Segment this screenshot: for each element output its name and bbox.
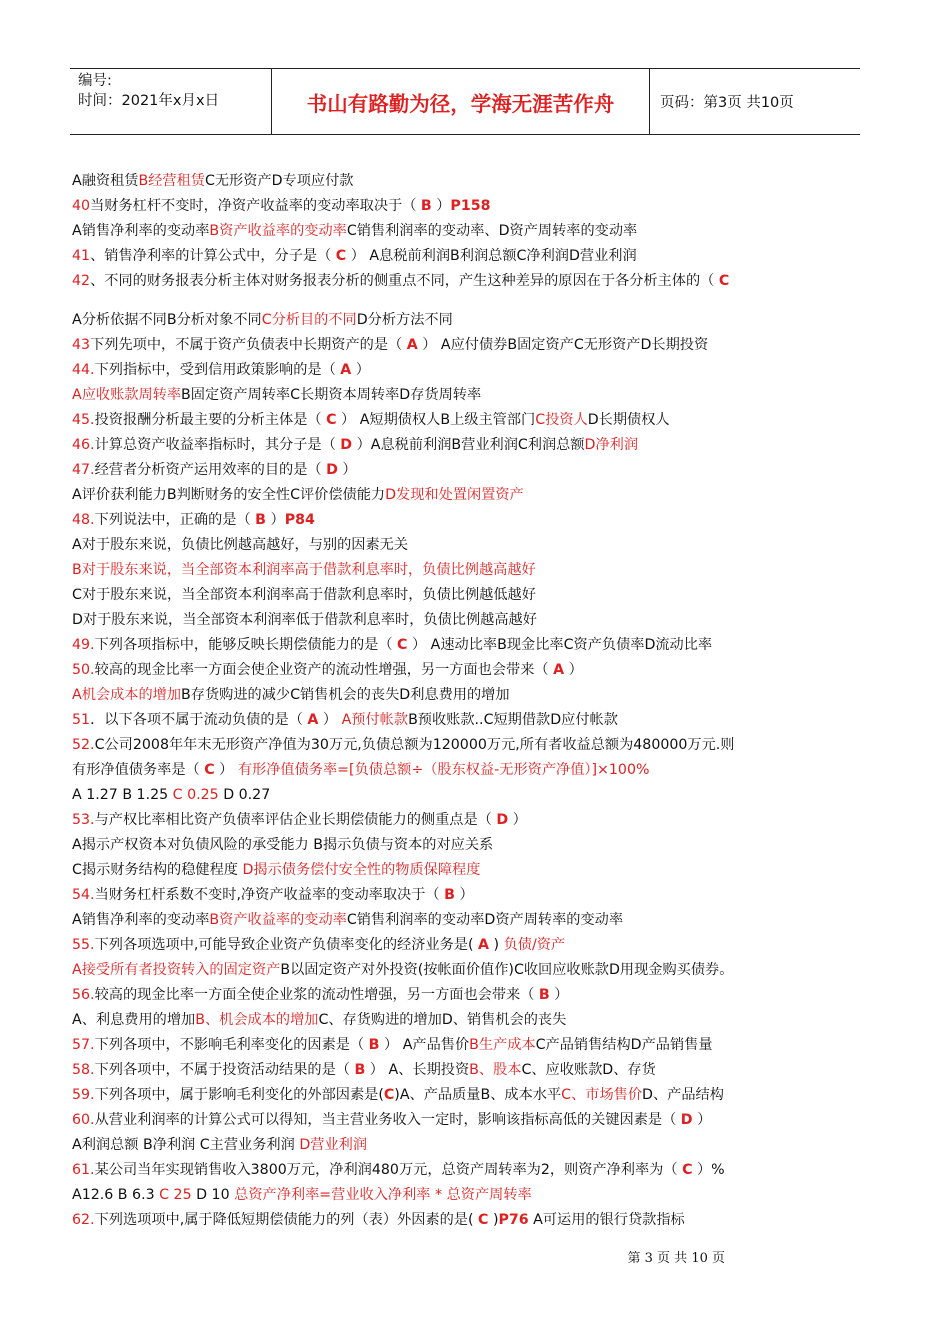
question-text: ．以下各项不属于流动负债的是（ — [90, 712, 308, 728]
question-text: 某公司当年实现销售收入3800万元，净利润480万元，总资产周转率为2，则资产净利率为（ — [94, 1162, 683, 1178]
question-text: A揭示产权资本对负债风险的承受能力 B揭示负债与资本的对应关系 — [72, 837, 494, 853]
answer-text: B — [354, 1062, 366, 1078]
answer-text: 负债/资产 — [503, 937, 566, 953]
question-text: C无形资产D专项应付款 — [204, 173, 354, 189]
question-text: C、存货购进的增加D、销售机会的丧失 — [318, 1012, 567, 1028]
answer-text: 49. — [72, 637, 95, 653]
answer-text: C投资人 — [535, 412, 588, 428]
text-line — [72, 908, 862, 933]
question-text: A可运用的银行贷款指标 — [528, 1212, 685, 1228]
question-text: D 0.27 — [218, 787, 271, 803]
answer-text: B — [255, 512, 266, 528]
text-line — [72, 833, 862, 858]
question-text: A融资租赁 — [72, 173, 139, 189]
question-text: )A、产品质量B、成本水平 — [394, 1087, 562, 1103]
question-text: 下列说法中，正确的是（ — [94, 512, 256, 528]
answer-text: C — [326, 412, 337, 428]
answer-text: 60. — [72, 1112, 95, 1128]
question-text: A销售净利率的变动率 — [72, 223, 210, 239]
question-text: D 10 — [191, 1187, 235, 1203]
question-text: 下列先项中，不属于资产负债表中长期资产的是（ — [90, 337, 407, 353]
answer-text: 62. — [72, 1212, 95, 1228]
answer-text: C — [682, 1162, 693, 1178]
question-text: 计算总资产收益率指标时，其分子是（ — [94, 437, 341, 453]
answer-text: 47. — [72, 462, 95, 478]
text-line — [72, 269, 862, 294]
question-text: 较高的现金比率一方面会使企业资产的流动性增强，另一方面也会带来（ — [94, 662, 554, 678]
question-text: 投资报酬分析最主要的分析主体是（ — [94, 412, 327, 428]
question-text: 下列各项中，属于影响毛利变化的外部因素是( — [94, 1087, 384, 1103]
question-text: ） A息税前利润B利润总额C净利润D营业利润 — [346, 248, 637, 264]
answer-text: 46. — [72, 437, 95, 453]
answer-text: 总资产净利率=营业收入净利率 * 总资产周转率 — [234, 1187, 532, 1203]
answer-text: P76 — [498, 1212, 529, 1228]
answer-text: C — [397, 637, 408, 653]
question-text: B以固定资产对外投资(按帐面价值作)C收回应收账款D用现金购买债券。 — [280, 962, 734, 978]
question-text: ） — [214, 762, 238, 778]
question-text: A对于股东来说，负债比例越高越好，与别的因素无关 — [72, 537, 409, 553]
text-line — [72, 333, 862, 358]
text-line — [72, 408, 862, 433]
answer-text: C — [718, 273, 730, 289]
answer-text: D — [496, 812, 509, 828]
question-text: 下列指标中，受到信用政策影响的是（ — [94, 362, 341, 378]
answer-text: C 25 — [159, 1187, 192, 1203]
question-text: 当财务杠杆不变时，净资产收益率的变动率取决于（ — [90, 198, 421, 214]
question-text: C销售利润率的变动率D资产周转率的变动率 — [346, 912, 624, 928]
answer-text: 54. — [72, 887, 95, 903]
answer-text: 44. — [72, 362, 95, 378]
text-line — [72, 633, 862, 658]
question-text: 下列各项选项中,可能导致企业资产负债率变化的经济业务是( — [94, 937, 479, 953]
answer-text: 43 — [72, 337, 91, 353]
text-line — [72, 558, 862, 583]
question-text: C对于股东来说，当全部资本利润率高于借款利息率时，负债比例越低越好 — [72, 587, 536, 603]
question-text: ）% — [692, 1162, 725, 1178]
question-text: ） A、长期投资 — [365, 1062, 470, 1078]
page-footer: 第 3 页 共 10 页 — [627, 1251, 725, 1266]
question-text: D、产品结构 — [642, 1087, 724, 1103]
question-text: C产品销售结构D产品销售量 — [535, 1037, 713, 1053]
answer-text: 42 — [72, 273, 91, 289]
question-text: D长期债权人 — [587, 412, 670, 428]
answer-text: A预付帐款 — [341, 712, 409, 728]
text-line — [72, 1208, 862, 1233]
answer-text: A — [553, 662, 565, 678]
text-line — [72, 458, 862, 483]
text-line — [72, 733, 862, 758]
question-text: B固定资产周转率C长期资本周转率D存货周转率 — [181, 387, 482, 403]
question-text: D对于股东来说，当全部资本利润率低于借款利息率时，负债比例越高越好 — [72, 612, 537, 628]
text-line — [72, 583, 862, 608]
question-text: ） — [564, 662, 583, 678]
question-text: D分析方法不同 — [356, 312, 453, 328]
question-text: C揭示财务结构的稳健程度 — [72, 862, 243, 878]
text-line — [72, 483, 862, 508]
text-line — [72, 933, 862, 958]
question-text: ） — [351, 362, 370, 378]
header-page-info: 页码：第3页 共10页 — [660, 95, 794, 111]
question-text: 与产权比率相比资产负债率评估企业长期偿债能力的侧重点是（ — [94, 812, 497, 828]
text-line — [72, 194, 862, 219]
question-text: 下列各项中，不影响毛利率变化的因素是（ — [94, 1037, 369, 1053]
question-text: 经营者分析资产运用效率的目的是（ — [94, 462, 327, 478]
answer-text: 57. — [72, 1037, 95, 1053]
text-line — [72, 244, 862, 269]
question-text: ） — [692, 1112, 712, 1128]
text-line — [72, 169, 862, 194]
answer-text: A — [307, 712, 319, 728]
answer-text: B生产成本 — [469, 1037, 536, 1053]
answer-text: B资产收益率的变动率 — [209, 223, 347, 239]
question-text: A评价获利能力B判断财务的安全性C评价偿债能力 — [72, 487, 386, 503]
text-line — [72, 1033, 862, 1058]
text-line — [72, 658, 862, 683]
question-text: B预收账款..C短期借款D应付帐款 — [408, 712, 618, 728]
text-line — [72, 508, 862, 533]
text-line — [72, 358, 862, 383]
question-text: ） — [265, 512, 285, 528]
question-text: 从营业利润率的计算公式可以得知，当主营业务收入一定时，影响该指标高低的关键因素是（ — [94, 1112, 681, 1128]
page-header — [70, 68, 860, 135]
question-text: ） A短期债权人B上级主管部门 — [336, 412, 536, 428]
text-line — [72, 883, 862, 908]
text-line — [72, 708, 862, 733]
question-text: 下列选项项中,属于降低短期偿债能力的列（表）外因素的是( — [94, 1212, 479, 1228]
question-text: C公司2008年年末无形资产净值为30万元,负债总额为120000万元,所有者收益总额为480000万元.则 — [94, 737, 735, 753]
question-text: ） — [508, 812, 527, 828]
answer-text: D发现和处置闲置资产 — [385, 487, 524, 503]
text-line — [72, 958, 862, 983]
question-text: A利润总额 B净利润 C主营业务利润 — [72, 1137, 300, 1153]
text-line — [72, 533, 862, 558]
text-line — [72, 433, 862, 458]
question-text: ） — [318, 712, 342, 728]
question-text: A、利息费用的增加 — [72, 1012, 196, 1028]
question-text: C销售利润率的变动率、D资产周转率的变动率 — [346, 223, 638, 239]
answer-text: C — [383, 1087, 395, 1103]
question-text: A 1.27 B 1.25 — [72, 787, 173, 803]
question-text: A分析依据不同B分析对象不同 — [72, 312, 262, 328]
answer-text: D揭示债务偿付安全性的物质保障程度 — [242, 862, 481, 878]
answer-text: C — [204, 762, 215, 778]
answer-text: 51 — [72, 712, 91, 728]
question-text: 下列各项指标中，能够反映长期偿债能力的是（ — [94, 637, 398, 653]
answer-text: 40 — [72, 198, 91, 214]
answer-text: C — [335, 248, 347, 264]
answer-text: B对于股东来说，当全部资本利润率高于借款利息率时，负债比例越高越好 — [72, 562, 536, 578]
text-line — [72, 1133, 862, 1158]
question-text: ） — [454, 887, 474, 903]
answer-text: B经营租赁 — [138, 173, 205, 189]
text-line — [72, 308, 862, 333]
text-line — [72, 1183, 862, 1208]
answer-text: B、机会成本的增加 — [195, 1012, 319, 1028]
answer-text: 48. — [72, 512, 95, 528]
answer-text: A应收账款周转率 — [72, 387, 182, 403]
question-text: ） — [431, 198, 451, 214]
question-text: 当财务杠杆系数不变时,净资产收益率的变动率取决于（ — [94, 887, 445, 903]
question-text: ) — [489, 937, 504, 953]
answer-text: D营业利润 — [299, 1137, 368, 1153]
answer-text: C、市场售价 — [561, 1087, 643, 1103]
question-text: C、应收账款D、存货 — [521, 1062, 656, 1078]
question-text: ） A产品售价 — [379, 1037, 470, 1053]
question-text: 下列各项中，不属于投资活动结果的是（ — [94, 1062, 355, 1078]
answer-text: 有形净值债务率=[负债总额÷（股东权益-无形资产净值）]×100% — [237, 762, 650, 778]
answer-text: 50. — [72, 662, 95, 678]
question-text: A销售净利率的变动率 — [72, 912, 210, 928]
text-line — [72, 1108, 862, 1133]
answer-text: A接受所有者投资转入的固定资产 — [72, 962, 281, 978]
question-text: ） A速动比率B现金比率C资产负债率D流动比率 — [407, 637, 713, 653]
answer-text: A机会成本的增加 — [72, 687, 182, 703]
header-motto: 书山有路勤为径，学海无涯苦作舟 — [272, 69, 650, 134]
question-text: ） A应付债券B固定资产C无形资产D长期投资 — [417, 337, 709, 353]
answer-text: 55. — [72, 937, 95, 953]
text-line — [72, 1158, 862, 1183]
question-text: 较高的现金比率一方面全使企业浆的流动性增强，另一方面也会带来（ — [94, 987, 539, 1003]
answer-text: 45. — [72, 412, 95, 428]
answer-text: B — [444, 887, 455, 903]
text-line — [72, 219, 862, 244]
answer-text: 52. — [72, 737, 95, 753]
answer-text: 53. — [72, 812, 95, 828]
header-meta — [70, 69, 272, 134]
time-label: 时间：2021年x月x日 — [78, 93, 220, 109]
question-text: A12.6 B 6.3 — [72, 1187, 160, 1203]
answer-text: B — [538, 987, 550, 1003]
question-list — [72, 169, 862, 1233]
answer-text: B、股本 — [469, 1062, 522, 1078]
text-line — [72, 1008, 862, 1033]
question-text: ） — [549, 987, 569, 1003]
text-line — [72, 608, 862, 633]
question-text: B存货购进的减少C销售机会的丧失D利息费用的增加 — [181, 687, 510, 703]
answer-text: B — [420, 198, 432, 214]
answer-text: 41 — [72, 248, 91, 264]
question-text: ） — [337, 462, 357, 478]
answer-text: C 0.25 — [172, 787, 219, 803]
answer-text: 59. — [72, 1087, 95, 1103]
text-line — [72, 808, 862, 833]
question-text: 有形净值债务率是（ — [72, 762, 205, 778]
text-line — [72, 383, 862, 408]
answer-text: D — [680, 1112, 693, 1128]
question-text: ）A息税前利润B营业利润C利润总额 — [352, 437, 585, 453]
question-text: 、不同的财务报表分析主体对财务报表分析的侧重点不同，产生这种差异的原因在于各分析主体的（ — [90, 273, 719, 289]
text-line — [72, 1083, 862, 1108]
text-line — [72, 783, 862, 808]
answer-text: D — [340, 437, 353, 453]
text-line — [72, 1058, 862, 1083]
answer-text: D净利润 — [584, 437, 639, 453]
text-line — [72, 683, 862, 708]
answer-text: B — [368, 1037, 380, 1053]
text-line — [72, 858, 862, 883]
answer-text: B资产收益率的变动率 — [209, 912, 347, 928]
question-text: ) — [488, 1212, 499, 1228]
answer-text: A — [340, 362, 352, 378]
id-label: 编号: — [78, 73, 112, 89]
answer-text: C分析目的不同 — [261, 312, 357, 328]
answer-text: 56. — [72, 987, 95, 1003]
answer-text: 61. — [72, 1162, 95, 1178]
text-line — [72, 983, 862, 1008]
text-line — [72, 758, 862, 783]
answer-text: P84 — [284, 512, 315, 528]
answer-text: D — [326, 462, 338, 478]
answer-text: A — [406, 337, 418, 353]
answer-text: P158 — [450, 198, 491, 214]
question-text: 、销售净利率的计算公式中，分子是（ — [90, 248, 336, 264]
answer-text: A — [478, 937, 489, 953]
answer-text: 58. — [72, 1062, 95, 1078]
answer-text: C — [478, 1212, 489, 1228]
spacer — [72, 294, 862, 308]
